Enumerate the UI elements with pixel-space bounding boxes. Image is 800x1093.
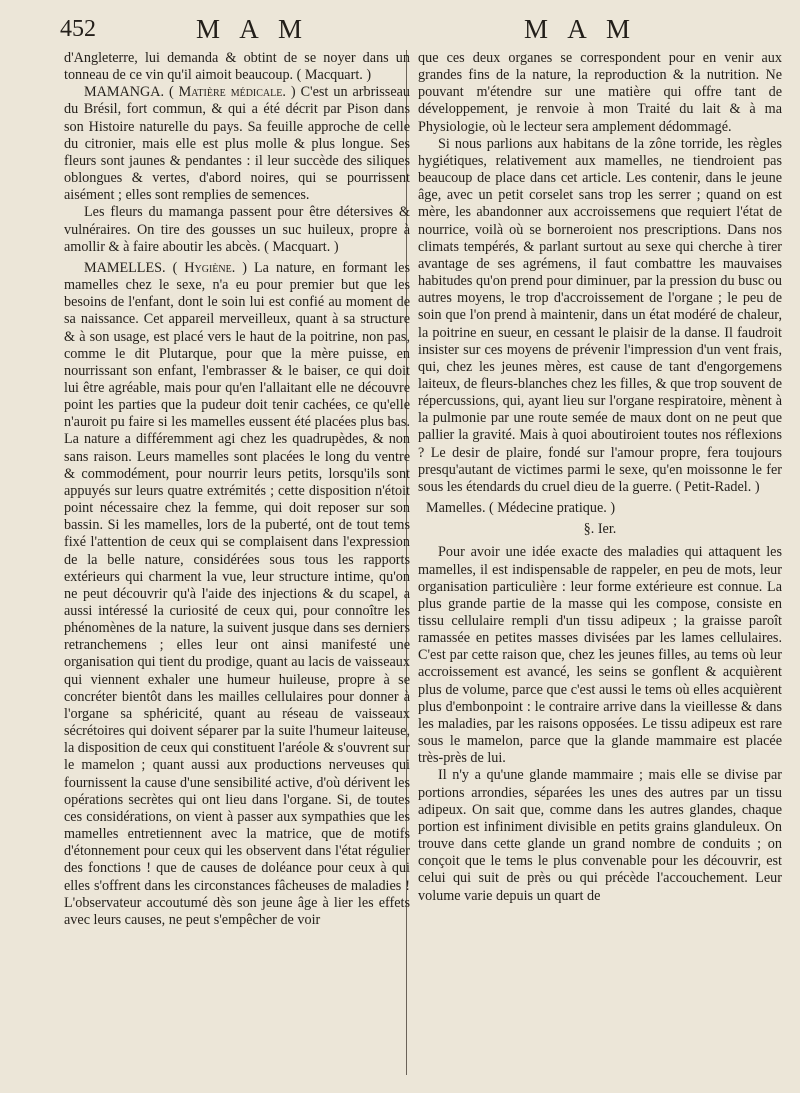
entry-text: C'est un arbrisseau du Brésil, fort commun, & qui a été décrit par Pison dans son Histoire naturelle du pays. Sa feuille approche de celle du citronier, mais elle est plus molle & plus longue. Ses fleurs sont jaunes & pendantes : il leur succède des siliques oblongues & vertes, d'abord noires, qui se pourrissent aisément ; elles sont remplies de semences. [64, 84, 411, 204]
running-head-left: M A M [196, 14, 310, 44]
running-head-right: M A M [524, 14, 638, 44]
page-number: 452 [60, 16, 96, 42]
entry-mamanga [64, 84, 410, 204]
entry-heading: MAMANGA. ( Matière médicale. ) [84, 84, 296, 101]
paragraph: d'Angleterre, lui demanda & obtint de se noyer dans un tonneau de ce vin qu'il aimoit beaucoup. ( Macquart. ) [64, 50, 410, 84]
entry-heading: MAMELLES. ( Hygiène. ) [84, 259, 248, 276]
paragraph: Si nous parlions aux habitans de la zône torride, les règles hygiétiques, relativement aux mamelles, ne tiendroient pas beaucoup de place dans cet article. Les contenir, dans le jeune âge, avec un petit corselet sans trop les serrer ; quand on est mère, les abandonner aux accroissemens que requiert l'état de nourrice, voilà où se borneroient nos prescriptions. Dans nos climats tempérés, & parlant surtout au sexe qui cherche à tirer avantage de ses agrémens, il faut combattre les mauvaises habitudes qu'on prend pour diminuer, par la pression du busc ou autres moyens, le trop d'accroissement de l'organe ; le peu de soin que l'on prend à maintenir, dans un état modéré de chaleur, la poitrine en sueur, en cessant le plaisir de la danse. Il faudroit insister sur ces moyens de prévenir l'impression d'un vent frais, qui, chez les jeunes mères, est cause de tant d'engorgemens laiteux, de fleurs-blanches chez les filles, & que trop souvent de répercussions, qui, ayant lieu sur l'organe respiratoire, mènent à la pulmonie par une route semée de maux dont on ne peut que pallier la gravité. Mais à quoi aboutiroient toutes nos réflexions ? Le desir de plaire, fondé sur l'amour propre, fera toujours presqu'autant de victimes parmi le sexe, qu'en moissonne le fer sous les étendards du cruel dieu de la guerre. ( Petit-Radel. ) [418, 135, 782, 495]
entry-mamelles [64, 260, 410, 929]
left-column [64, 50, 410, 929]
paragraph: Il n'y a qu'une glande mammaire ; mais elle se divise par portions arrondies, séparées les unes des autres par un tissu adipeux. On sait que, comme dans les autres glandes, chaque portion est infiniment divisible en petits grains glanduleux. On trouve dans cette glande un grand nombre de conduits ; on conçoit que le tems le plus convenable pour les découvrir, est celui qui suit de près ou qui précède l'accouchement. Leur volume varie depuis un quart de [418, 767, 782, 904]
paragraph: Les fleurs du mamanga passent pour être détersives & vulnéraires. On tire des gousses un suc huileux, propre à amollir & à faire aboutir les abcès. ( Macquart. ) [64, 204, 410, 255]
right-column [418, 50, 782, 905]
section-mark: §. Ier. [583, 521, 617, 538]
entry-text: La nature, en formant les mamelles chez le sexe, n'a eu pour premier but que les besoins de l'enfant, dont le soin lui est confié au moment de sa naissance. Cet appareil merveilleux, quant à sa structure & à son usage, est placé vers le haut de la poitrine, non pas, comme le dit Plutarque, pour que la mère puisse, en nourrissant son enfant, l'embrasser & le baiser, ce qui doit lui être agréable, mais pour qu'en l'allaitant elle ne découvre point les parties que la pudeur doit tenir cachées, ce qu'elle n'auroit pu faire si les mamelles eussent été placées plus bas. La nature a différemment agi chez les quadrupèdes, & non sans raison. Leurs mamelles sont placées le long du ventre & commodément, pour nourrir leurs petits, lorsqu'ils sont appuyés sur leurs quatre extrémités ; cette disposition n'étoit point nécessaire chez la femme, qui doit reposer sur son bassin. Si les mamelles, lors de la puberté, ont de tout tems fixé l'attention de ceux qui se complaisent dans l'expression de la belle nature, considérées sous tous les rapports extérieurs qui charment la vue, leur structure intime, qu'on ne peut découvrir qu'à l'aide des injections & du scapel, a aussi intéressé la curiosité de ceux qui, pour connoître les phénomènes de la nature, la suivent jusque dans ses derniers retranchemens ; elles leur ont ainsi manifesté une organisation qui tient du prodige, quant au lacis de vaisseaux qui viennent exhaler une humeur huileuse, propre à se concréter bientôt dans les mailles cellulaires pour donner à l'organe sa sphéricité, quant au réseau de vaisseaux sécrétoires qui doivent séparer par la suite l'humeur laiteuse, la disposition de ceux qui constituent l'aréole & s'ouvrent sur le mamelon ; quant aussi aux productions nerveuses qui fournissent la cause d'une sensibilité active, d'où dérivent les opérations secrètes qui ont lieu dans l'organe. Si, de toutes ces considérations, on vient à passer aux sympathies que les mamelles entretiennent avec la matrice, que de motifs d'étonnement pour ceux qui les observent dans l'état régulier des fonctions ! que de causes de doléance pour ceux à qui elles s'offrent dans les circonstances fâcheuses de maladies ! L'observateur accoutumé dès son jeune âge à lier les effets avec leurs causes, ne peut s'empêcher de voir [64, 259, 410, 928]
paragraph: Pour avoir une idée exacte des maladies qui attaquent les mamelles, il est indispensable de rappeler, en peu de mots, leur organisation particulière : leur forme extérieure est connue. La plus grande partie de la masse qui les compose, consiste en tissu cellulaire rempli d'un tissu adipeux ; la graisse paroît ramassée en petites masses divisées par les lames cellulaires. C'est par cette raison que, chez les jeunes filles, au tems où leur accroissement est avancé, les seins se gonflent & acquièrent plus de volume, parce que c'est aussi le tems où elles acquièrent plus d'embonpoint : le contraire arrive dans la vieillesse & dans les maladies, par les raisons opposées. Le tissu adipeux est rare sous le mamelon, parce que la glande mammaire est placée très-près de lui. [418, 544, 782, 767]
page-header [60, 12, 788, 42]
paragraph: que ces deux organes se correspondent pour en venir aux grandes fins de la nature, la reproduction & la nutrition. Ne pouvant m'étendre sur une matière qui offre tant de développement, je renvoie à mon Traité du lait & à ma Physiologie, où le lecteur sera amplement dédommagé. [418, 50, 782, 135]
entry-heading-mamelles-medecine: Mamelles. ( Médecine pratique. ) [426, 500, 616, 517]
